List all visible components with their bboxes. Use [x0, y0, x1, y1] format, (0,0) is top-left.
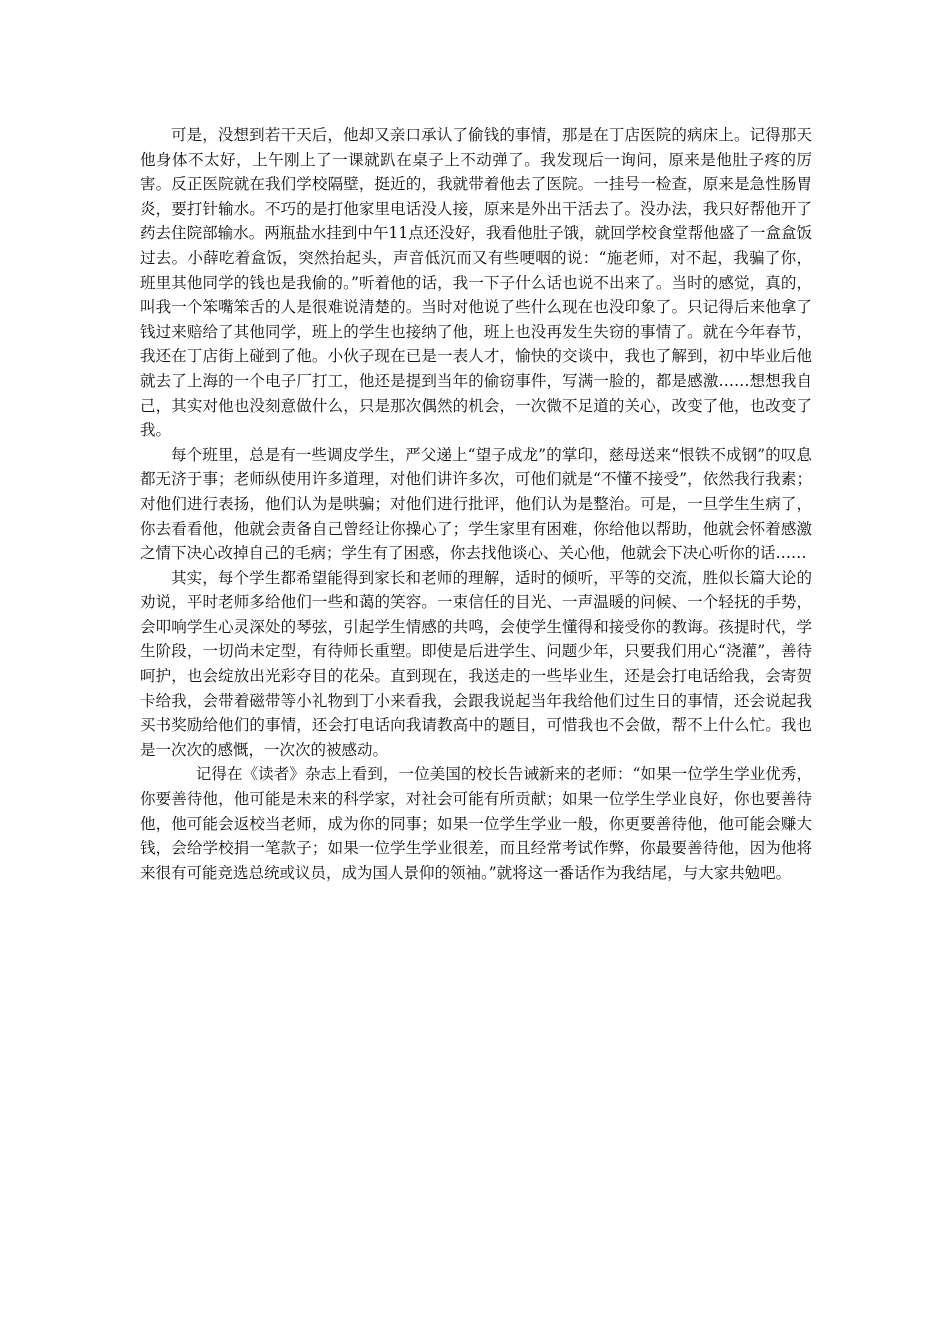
paragraph-2: 每个班里，总是有一些调皮学生，严父递上“望子成龙”的掌印，慈母送来“恨铁不成钢”的叹息都无济于事；老师纵使用许多道理，对他们讲许多次，可他们就是“不懂不接受”，依然我行我素；对他们进行表扬，他们认为是哄骗；对他们进行批评，他们认为是整治。可是，一旦学生生病了，你去看看他，他就会责备自己曾经让你操心了；学生家里有困难，你给他以帮助，他就会怀着感激之情下决心改掉自己的毛病；学生有了困惑，你去找他谈心、关心他，他就会下决心听你的话……	[140, 445, 812, 563]
paragraph-1: 可是，没想到若干天后，他却又亲口承认了偷钱的事情，那是在丁店医院的病床上。记得那天他身体不太好，上午刚上了一课就趴在桌子上不动弹了。我发现后一询问，原来是他肚子疼的厉害。反正医院就在我们学校隔壁，挺近的，我就带着他去了医院。一挂号一检查，原来是急性肠胃炎，要打针输水。不巧的是打他家里电话没人接，原来是外出干活去了。没办法，我只好帮他开了药去住院部输水。两瓶盐水挂到中午11点还没好，我看他肚子饿，就回学校食堂帮他盛了一盒盒饭过去。小薛吃着盒饭，突然抬起头，声音低沉而又有些哽咽的说：“施老师，对不起，我骗了你，班里其他同学的钱也是我偷的。”听着他的话，我一下子什么话也说不出来了。当时的感觉，真的，叫我一个笨嘴笨舌的人是很难说清楚的。当时对他说了些什么现在也没印象了。只记得后来他拿了钱过来赔给了其他同学，班上的学生也接纳了他，班上也没再发生失窃的事情了。就在今年春节，我还在丁店街上碰到了他。小伙子现在已是一表人才，愉快的交谈中，我也了解到，初中毕业后他就去了上海的一个电子厂打工，他还是提到当年的偷窃事件，写满一脸的，都是感激……想想我自己，其实对他也没刻意做什么，只是那次偶然的机会，一次微不足道的关心，改变了他，也改变了我。	[140, 126, 812, 440]
document-body	[140, 123, 812, 885]
paragraph-4: 记得在《读者》杂志上看到，一位美国的校长告诫新来的老师：“如果一位学生学业优秀，你要善待他，他可能是未来的科学家，对社会可能有所贡献；如果一位学生学业良好，你也要善待他，他可能会返校当老师，成为你的同事；如果一位学生学业一般，你更要善待他，他可能会赚大钱，会给学校捐一笔款子；如果一位学生学业很差，而且经常考试作弊，你最要善待他，因为他将来很有可能竞选总统或议员，成为国人景仰的领袖。”就将这一番话作为我结尾，与大家共勉吧。	[140, 765, 812, 882]
paragraph-3: 其实，每个学生都希望能得到家长和老师的理解，适时的倾听，平等的交流，胜似长篇大论的劝说，平时老师多给他们一些和蔼的笑容。一束信任的目光、一声温暖的问候、一个轻抚的手势，会叩响学生心灵深处的琴弦，引起学生情感的共鸣，会使学生懂得和接受你的教诲。孩提时代，学生阶段，一切尚未定型，有待师长重塑。即使是后进学生、问题少年，只要我们用心“浇灌”，善待呵护，也会绽放出光彩夺目的花朵。直到现在，我送走的一些毕业生，还是会打电话给我，会寄贺卡给我，会带着磁带等小礼物到丁小来看我，会跟我说起当年我给他们过生日的事情，还会说起我买书奖励给他们的事情，还会打电话向我请教高中的题目，可惜我也不会做，帮不上什么忙。我也是一次次的感慨，一次次的被感动。	[140, 568, 812, 759]
